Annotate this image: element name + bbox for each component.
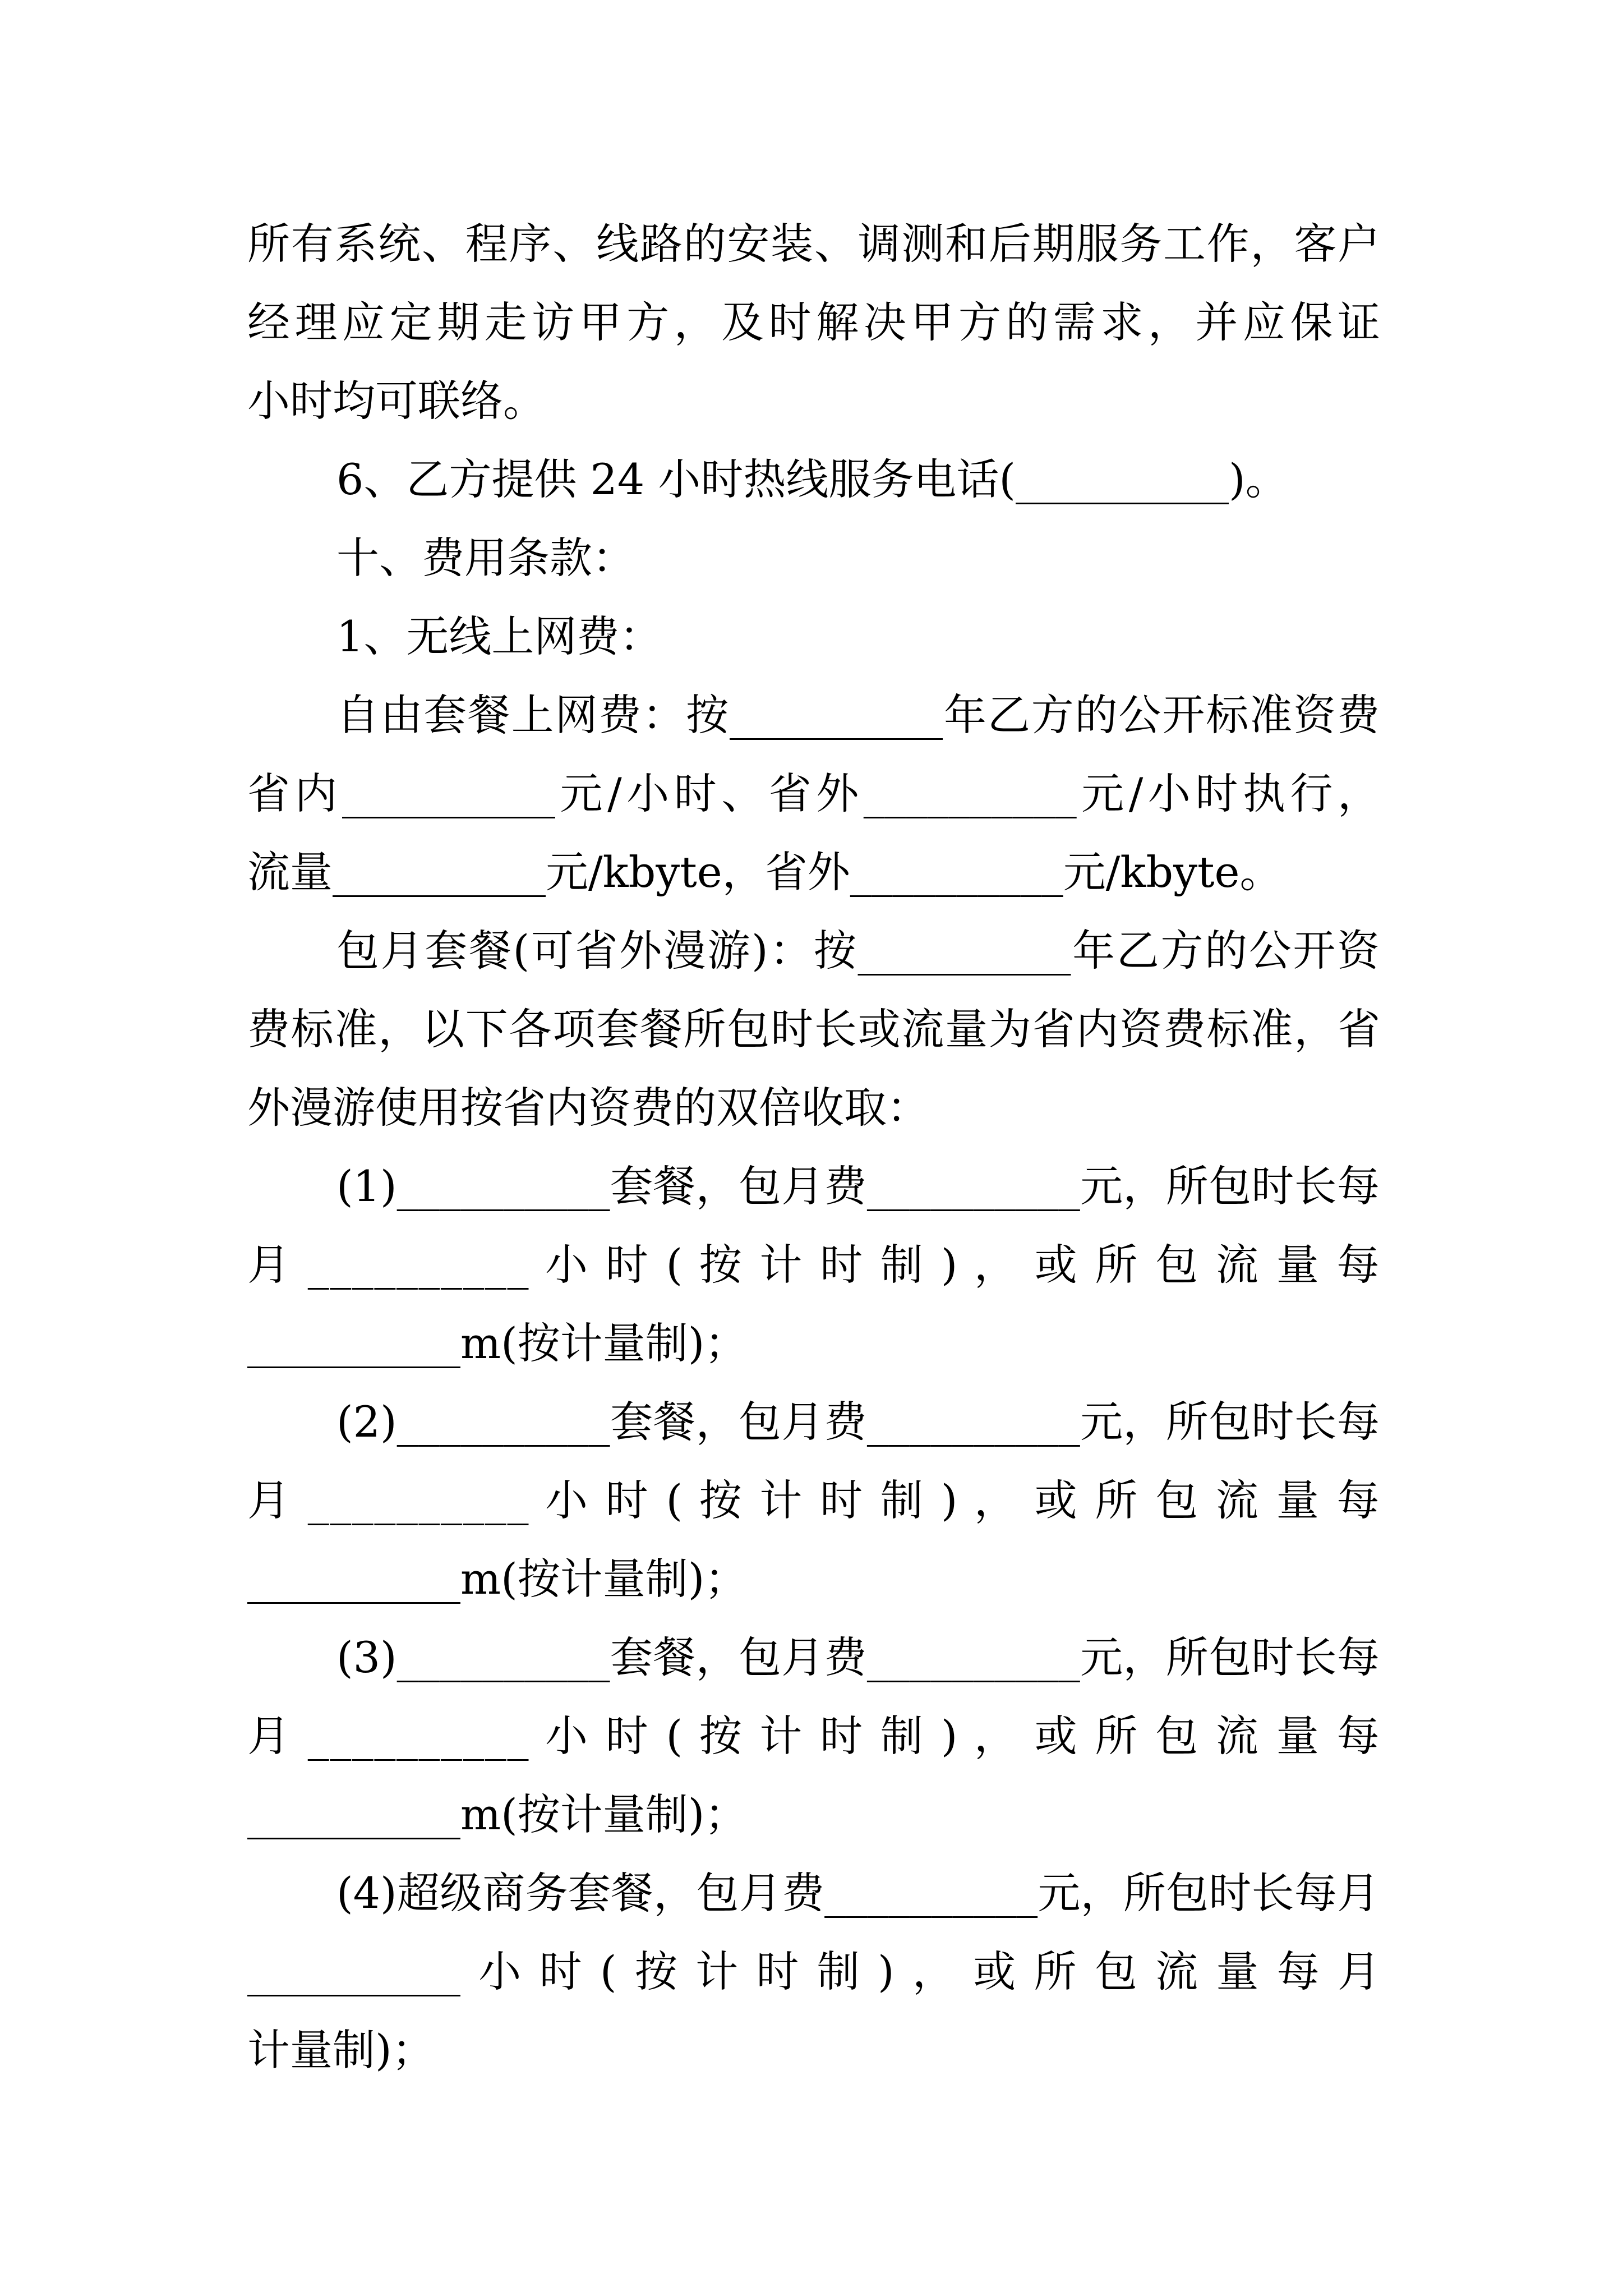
paragraph-line: 费标准，以下各项套餐所包时长或流量为省内资费标准，省 <box>247 1004 1380 1054</box>
list-item-line: 计量制)； <box>247 2025 435 2075</box>
list-item-line: 月 __________ 小 时 ( 按 计 时 制 ) ， 或 所 包 流 量 每 <box>247 1240 1380 1290</box>
list-item-line: __________m(按计量制)； <box>247 1554 748 1604</box>
paragraph-line: 省内__________元/小时、省外__________元/小时执行， <box>247 769 1380 818</box>
list-item-line: __________m(按计量制)； <box>247 1789 748 1839</box>
paragraph-line: 小时均可联络。 <box>247 376 546 426</box>
paragraph-line: 外漫游使用按省内资费的双倍收取： <box>247 1083 929 1133</box>
list-item-line: __________m(按计量制)； <box>247 1318 748 1368</box>
paragraph-line: 经理应定期走访甲方，及时解决甲方的需求，并应保证 <box>247 297 1380 347</box>
list-item-line: (3)__________套餐，包月费__________元，所包时长每 <box>336 1632 1380 1682</box>
list-item-line: (4)超级商务套餐，包月费__________元，所包时长每月 <box>336 1868 1380 1918</box>
list-item-line: __________小时(按计时制)，或所包流量每月 <box>247 1947 1380 1996</box>
paragraph-line: 流量__________元/kbyte，省外__________元/kbyte。 <box>247 847 1283 897</box>
list-item-line: 月 __________ 小 时 ( 按 计 时 制 ) ， 或 所 包 流 量 每 <box>247 1711 1380 1761</box>
list-item-line: 月 __________ 小 时 ( 按 计 时 制 ) ， 或 所 包 流 量 每 <box>247 1475 1380 1525</box>
paragraph-line: 所有系统、程序、线路的安装、调测和后期服务工作，客户 <box>247 219 1380 269</box>
list-item-line: (2)__________套餐，包月费__________元，所包时长每 <box>336 1397 1380 1447</box>
paragraph-line: 自由套餐上网费：按__________年乙方的公开标准资费 <box>336 690 1380 740</box>
section-heading: 十、费用条款： <box>336 533 635 583</box>
paragraph-line: 6、乙方提供 24 小时热线服务电话(__________)。 <box>336 454 1288 504</box>
paragraph-line: 包月套餐(可省外漫游)：按__________年乙方的公开资 <box>336 926 1380 976</box>
subsection-heading: 1、无线上网费： <box>336 611 662 661</box>
list-item-line: (1)__________套餐，包月费__________元，所包时长每 <box>336 1161 1380 1211</box>
